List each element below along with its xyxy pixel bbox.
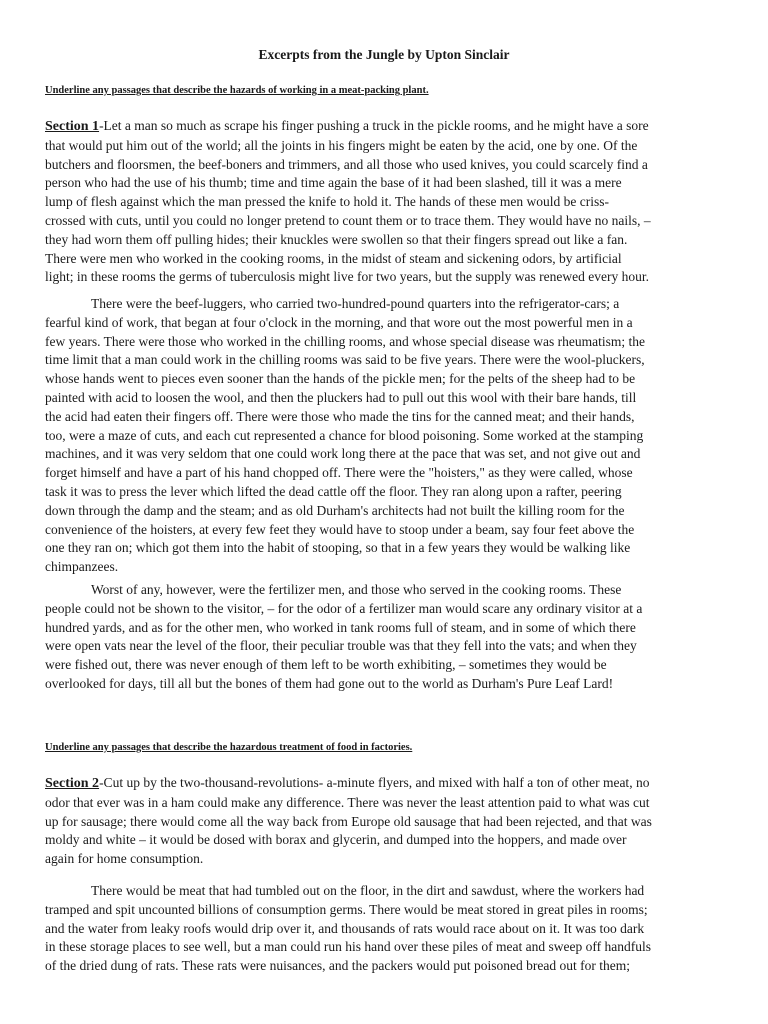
section-2-paragraph-1 (45, 774, 723, 869)
text-line: down through the damp and the steam; and as old Durham's architects had not built the killing room for the (45, 502, 625, 518)
text-line (45, 117, 723, 137)
text-line: overlooked for days, till all but the bones of them had gone out to the world as Durham's Pure Leaf Lard! (45, 675, 614, 691)
text-line: butchers and floorsmen, the beef-boners and trimmers, and all those who used knives, you could scarcely find a (45, 156, 648, 172)
text-run: -Cut up by the two-thousand-revolutions- a-minute flyers, and mixed with half a ton of other meat, no (99, 775, 650, 790)
text-line: Worst of any, however, were the fertilizer men, and those who served in the cooking rooms. These (91, 582, 622, 597)
text-line (45, 774, 723, 794)
text-line: were open vats near the level of the floor, their peculiar trouble was that they fell into the vats; and when they (45, 638, 637, 654)
text-line: that would put him out of the world; all the joints in his fingers might be eaten by the acid, one by one. Of the (45, 137, 638, 153)
text-line: task it was to press the lever which lifted the dead cattle off the floor. They ran along upon a rafter, peering (45, 483, 622, 499)
text-line: too, were a maze of cuts, and each cut represented a chance for blood poisoning. Some worked at the stamping (45, 427, 644, 443)
text-line: lump of flesh against which the man pressed the knife to hold it. The hands of these men would be criss- (45, 194, 610, 210)
text-line: tramped and spit uncounted billions of consumption germs. There would be meat stored in great piles in rooms; (45, 901, 648, 917)
text-line: There were the beef-luggers, who carried two-hundred-pound quarters into the refrigerator-cars; a (91, 296, 620, 311)
text-line: odor that ever was in a ham could make any difference. There was never the least attention paid to what was cut (45, 794, 650, 810)
section-1-paragraph-3 (45, 581, 723, 694)
text-line: they had worn them off pulling hides; their knuckles were swollen so that their fingers spread out like a fan. (45, 231, 628, 247)
text-line: hundred yards, and as for the other men, who worked in tank rooms full of steam, and in some of which there (45, 619, 636, 635)
section-2-paragraph-2 (45, 882, 723, 976)
text-line: There would be meat that had tumbled out on the floor, in the dirt and sawdust, where the workers had (91, 883, 645, 898)
text-line: convenience of the hoisters, at every few feet they would have to stoop under a beam, say four feet above the (45, 521, 635, 537)
text-line: were fished out, there was never enough of them left to be worth exhibiting, – sometimes they would be (45, 657, 607, 673)
section-1-instruction: Underline any passages that describe the hazards of working in a meat-packing plant. (45, 85, 429, 96)
text-line: up for sausage; there would come all the way back from Europe old sausage that had been rejected, and that was (45, 813, 652, 829)
text-line: chimpanzees. (45, 559, 119, 575)
text-line: and the water from leaky roofs would drip over it, and thousands of rats would race about on it. It was too dark (45, 920, 645, 936)
text-line: forget himself and have a part of his hand chopped off. There were the "hoisters," as they were called, whose (45, 465, 633, 481)
section-1-label: Section 1 (45, 119, 100, 134)
text-line: few years. There were those who worked in the chilling rooms, and whose special disease was rheumatism; the (45, 333, 645, 349)
text-line: one they ran on; which got them into the habit of stooping, so that in a few years they would be walking like (45, 540, 631, 556)
section-1-paragraph-2 (45, 295, 723, 577)
text-line: fearful kind of work, that began at four o'clock in the morning, and that wore out the most powerful men in a (45, 314, 633, 330)
section-2-label: Section 2 (45, 776, 100, 791)
text-line: again for home consumption. (45, 851, 204, 867)
text-line: machines, and it was very seldom that one could work long there at the pace that was set, and not give out and (45, 446, 641, 462)
text-run: -Let a man so much as scrape his finger pushing a truck in the pickle rooms, and he might have a sore (99, 118, 649, 133)
text-line: the acid had eaten their fingers off. There were those who made the tins for the canned meat; and their hands, (45, 408, 635, 424)
text-line: in these storage places to see well, but a man could run his hand over these piles of meat and sweep off handfuls (45, 939, 651, 955)
text-line: moldy and white – it would be dosed with borax and glycerin, and dumped into the hoppers, and made over (45, 832, 627, 848)
text-line: whose hands went to pieces even sooner than the hands of the pickle men; for the pelts of the sheep had to be (45, 371, 636, 387)
document-title: Excerpts from the Jungle by Upton Sinclair (258, 47, 510, 62)
text-line: There were men who worked in the cooking rooms, in the midst of steam and sickening odors, by artificial (45, 250, 622, 266)
section-1-paragraph-1 (45, 117, 723, 287)
section-2-instruction: Underline any passages that describe the hazardous treatment of food in factories. (45, 742, 413, 753)
text-line: painted with acid to loosen the wool, and then the pluckers had to pull out this wool with their bare hands, till (45, 389, 637, 405)
text-line: of the dried dung of rats. These rats were nuisances, and the packers would put poisoned bread out for them; (45, 958, 630, 974)
text-line: people could not be shown to the visitor, – for the odor of a fertilizer man would scare any ordinary visitor at a (45, 600, 643, 616)
text-line: light; in these rooms the germs of tuberculosis might live for two years, but the supply was renewed every hour. (45, 269, 649, 285)
text-line: person who had the use of his thumb; time and time again the base of it had been slashed, till it was a mere (45, 175, 622, 191)
text-line: crossed with cuts, until you could no longer pretend to count them or to trace them. They would have no nails, – (45, 212, 651, 228)
text-line: time limit that a man could work in the chilling rooms was said to be five years. There were the wool-pluckers, (45, 352, 645, 368)
